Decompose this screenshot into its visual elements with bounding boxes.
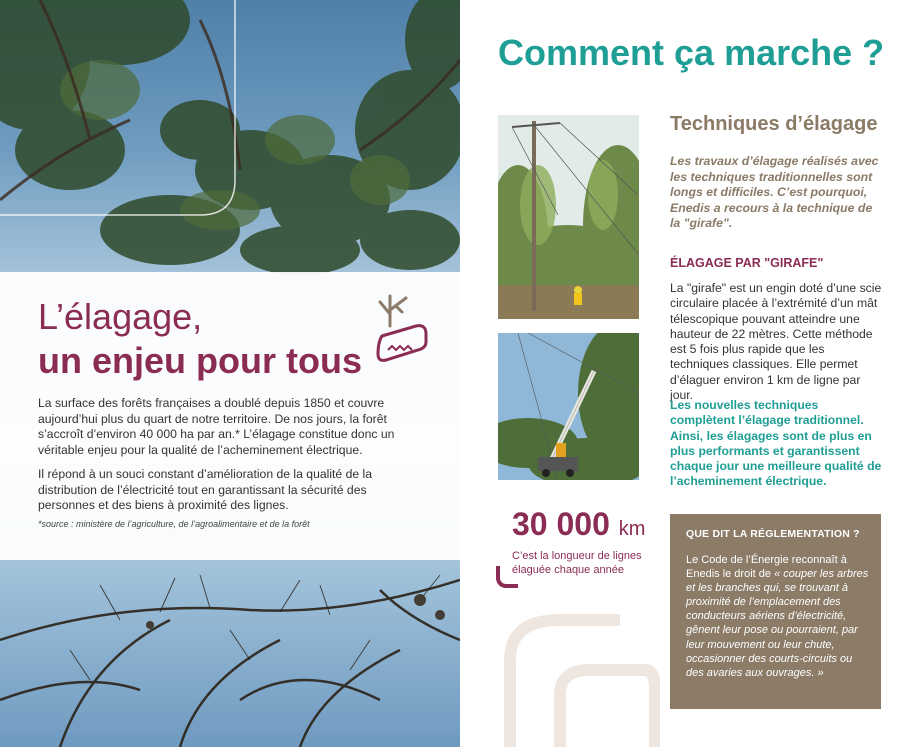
intro-paragraph-2: Il répond à un souci constant d’amélioration de la qualité de la distribution de l’électricité tout en garantissant la sécurité des personnes et des biens à proximité des lignes. [38, 467, 373, 512]
techniques-title: Techniques d’élagage [670, 113, 878, 135]
regulation-title: QUE DIT LA RÉGLEMENTATION ? [686, 528, 860, 540]
stat-value: 30 000 [512, 506, 610, 542]
headline-rest: ça marche ? [664, 32, 885, 73]
section-title-line2: un enjeu pour tous [38, 340, 362, 381]
pruned-branch-saw-icon [372, 292, 430, 372]
decorative-watermark [470, 600, 660, 747]
source-footnote: *source : ministère de l’agriculture, de l’agroalimentaire et de la forêt [38, 519, 310, 529]
intro-paragraph-1: La surface des forêts françaises a doublé depuis 1850 et couvre aujourd’hui plus du quart de notre territoire. De nos jours, la forêt s’accroît d’environ 40 000 ha par an.* L’élagage constitue donc un véritable enjeu pour la qualité de l’acheminement électrique. [38, 396, 395, 457]
regulation-plain: Le Code de l’Énergie reconnaît à Enedis le droit de [686, 554, 847, 581]
new-techniques-note: Les nouvelles techniques complètent l’élagage traditionnel. Ainsi, les élagages sont de plus en plus performants et garantissent chaque jour une meilleure qualité de l’acheminement électrique. [670, 398, 882, 489]
girafe-machine-photo [498, 333, 639, 480]
regulation-text [686, 553, 871, 680]
techniques-intro: Les travaux d’élagage réalisés avec les techniques traditionnelles sont longs et difficiles. C’est pourquoi, Enedis a recours à la technique de la "girafe". [670, 154, 879, 230]
stat-description: C’est la longueur de lignes élaguée chaque année [512, 550, 642, 576]
pylon-worker-photo [498, 115, 639, 319]
headline-bold: Comment [498, 32, 665, 73]
section-title-line1: L’élagage, [38, 296, 203, 337]
stat-unit: km [618, 518, 646, 540]
stat-figure [512, 506, 645, 543]
girafe-description: La "girafe" est un engin doté d’une scie circulaire placée à l’extrémité d’un mât télescopique pouvant atteindre une hauteur de 22 mètres. Cette méthode est 5 fois plus rapide que les techniques classiques. Elle permet d’élaguer environ 1 km de ligne par jour. [670, 281, 882, 403]
intro-text [38, 396, 423, 523]
girafe-subtitle: ÉLAGAGE PAR "GIRAFE" [670, 256, 824, 270]
regulation-quote: « couper les arbres et les branches qui, se trouvant à proximité de l’emplacement des conducteurs aériens d’électricité, gênent leur pose ou pourraient, par leur mouvement ou leur chute, occasionner des courts-circuits ou des avaries aux ouvrages. » [686, 568, 869, 679]
regulation-box [670, 514, 881, 709]
page-headline [498, 32, 884, 74]
stat-bracket-decoration [496, 566, 518, 588]
